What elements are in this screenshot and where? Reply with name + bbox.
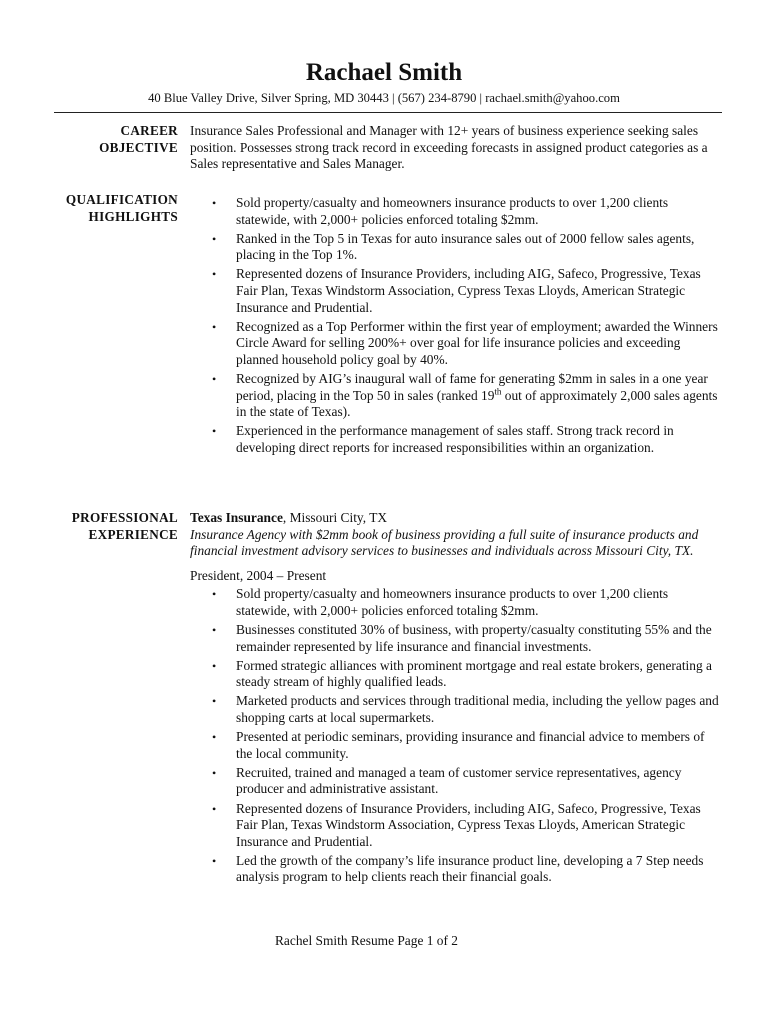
bullet-icon: • xyxy=(212,587,217,602)
bullet-icon: • xyxy=(212,801,217,816)
list-item-text: out of approximately 2,000 sales agents in the state of Texas). xyxy=(236,387,718,420)
candidate-name: Rachael Smith xyxy=(305,59,463,86)
bullet-icon: • xyxy=(212,231,217,246)
list-item xyxy=(190,658,722,691)
company-name: Texas Insurance xyxy=(190,510,283,525)
list-item-text: Represented dozens of Insurance Providers, including AIG, Safeco, Progressive, Texas Fair Plan, Texas Windstorm Association, Cypress Texas Lloyds, American Strategic Insurance and Prudential. xyxy=(236,800,701,849)
label-line: PROFESSIONAL xyxy=(71,510,178,525)
list-item-text: Presented at periodic seminars, providing insurance and financial advice to members of the local community. xyxy=(236,729,705,761)
bullet-icon: • xyxy=(212,319,217,334)
company-description: Insurance Agency with $2mm book of business providing a full suite of insurance products and financial investment advisory services to businesses and individuals across Missouri City, TX. xyxy=(190,526,699,559)
list-item-text: Represented dozens of Insurance Providers, including AIG, Safeco, Progressive, Texas Fair Plan, Texas Windstorm Association, Cypress Texas Lloyds, American Strategic Insurance and Prudential. xyxy=(236,266,701,315)
list-item-text: Ranked in the Top 5 in Texas for auto insurance sales out of 2000 fellow sales agents, placing in the Top 1%. xyxy=(236,230,695,263)
bullet-icon: • xyxy=(212,730,217,745)
label-line: OBJECTIVE xyxy=(99,139,178,155)
label-line: EXPERIENCE xyxy=(88,526,178,542)
label-line: HIGHLIGHTS xyxy=(88,208,178,224)
list-item-text: Sold property/casualty and homeowners insurance products to over 1,200 clients statewide, with 2,000+ policies enforced totaling $2mm. xyxy=(236,586,669,618)
list-item xyxy=(190,765,722,798)
career-objective-label xyxy=(40,123,178,156)
company-location: , Missouri City, TX xyxy=(282,510,388,525)
label-line: CAREER xyxy=(120,123,178,138)
bullet-icon: • xyxy=(212,371,217,386)
career-objective-text: Insurance Sales Professional and Manager with 12+ years of business experience seeking sales position. Possesses strong track record in exceeding forecasts in assigned product categories as a Sales representative and Sales Manager. xyxy=(190,123,708,172)
list-item xyxy=(190,801,722,851)
list-item-text: Marketed products and services through traditional media, including the yellow pages and shopping carts at local supermarkets. xyxy=(236,693,719,726)
page-footer: Rachel Smith Resume Page 1 of 2 xyxy=(275,933,458,948)
company-line xyxy=(190,510,722,527)
list-item-text: Sold property/casualty and homeowners insurance products to over 1,200 clients statewide, with 2,000+ policies enforced totaling $2mm. xyxy=(236,195,669,227)
bullet-icon: • xyxy=(212,658,217,673)
bullet-icon: • xyxy=(212,267,217,282)
qualification-highlights-label xyxy=(40,192,178,225)
list-item xyxy=(190,729,722,762)
bullet-icon: • xyxy=(212,853,217,868)
list-item xyxy=(190,693,722,726)
list-item-text: Recognized as a Top Performer within the first year of employment; awarded the Winners Circle Award for selling 200%+ over goal for life insurance policies and exceeding planned household policy goal by 40%. xyxy=(236,318,718,367)
bullet-icon: • xyxy=(212,196,217,210)
list-item-text: Businesses constituted 30% of business, with property/casualty constituting 55% and the remainder represented by life insurance and financial investments. xyxy=(236,622,712,654)
list-item-text: Led the growth of the company’s life insurance product line, developing a 7 Step needs analysis program to help clients reach their financial goals. xyxy=(236,852,704,885)
list-item xyxy=(190,586,722,619)
superscript: th xyxy=(494,386,502,397)
list-item xyxy=(190,319,722,369)
bullet-icon: • xyxy=(212,694,217,709)
list-item xyxy=(190,423,722,456)
list-item-text: Formed strategic alliances with prominent mortgage and real estate brokers, generating a steady stream of highly qualified leads. xyxy=(236,657,712,690)
list-item xyxy=(190,231,722,264)
bullet-icon: • xyxy=(212,623,217,638)
list-item xyxy=(190,853,722,886)
list-item-text: Recognized by AIG’s inaugural wall of fame for generating $2mm in sales in a one year period, placing in the Top 50 in sales (ranked 19 xyxy=(236,370,708,403)
qualification-list xyxy=(190,195,722,456)
list-item xyxy=(190,371,722,421)
header-divider xyxy=(54,112,722,113)
list-item-text: Recruited, trained and managed a team of customer service representatives, agency producer and administrative assistant. xyxy=(236,764,682,797)
experience-list xyxy=(190,586,722,886)
job-title: President, 2004 – Present xyxy=(190,567,327,583)
label-line: QUALIFICATION xyxy=(65,192,178,207)
bullet-icon: • xyxy=(212,765,217,780)
professional-experience-label xyxy=(40,510,178,543)
list-item xyxy=(190,195,722,228)
contact-line: 40 Blue Valley Drive, Silver Spring, MD 30443 | (567) 234-8790 | rachael.smith@yahoo.com xyxy=(148,91,620,105)
bullet-icon: • xyxy=(212,424,217,439)
list-item xyxy=(190,622,722,655)
list-item-text: Experienced in the performance management of sales staff. Strong track record in developing direct reports for increased responsibilities within an organization. xyxy=(236,423,674,455)
list-item xyxy=(190,266,722,316)
